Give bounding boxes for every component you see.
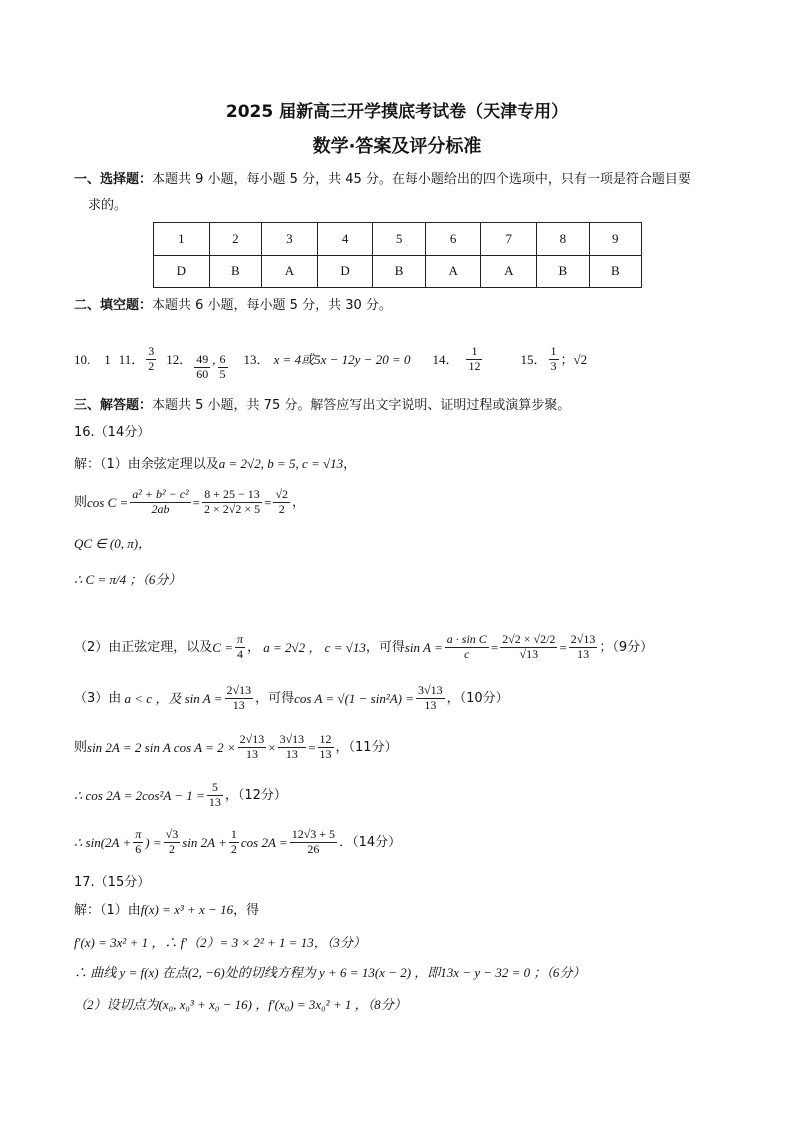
q16-line6-score: ，（10分） xyxy=(446,690,509,706)
q15-answer-b: ；√2 xyxy=(560,351,588,367)
answer-table-answer-cell: D xyxy=(317,255,373,288)
page-title: 2025 届新高三开学摸底考试卷（天津专用） xyxy=(225,102,569,122)
q11-label: 11． xyxy=(118,351,145,367)
section1-line xyxy=(74,173,691,186)
section2-head: 二、填空题： xyxy=(74,298,153,313)
q14-num: 1 xyxy=(466,345,482,360)
q12b-num: 6 xyxy=(219,351,226,366)
q16-line1-math: a = 2√2, b = 5, c = √13 xyxy=(218,456,344,471)
section2-text: 本题共 6 小题，每小题 5 分，共 30 分。 xyxy=(152,298,392,313)
answer-table-number-cell: 6 xyxy=(425,223,481,256)
answer-table-answer-cell: A xyxy=(262,255,318,288)
section2-line xyxy=(74,299,392,312)
answer-table-number-cell: 2 xyxy=(209,223,261,256)
q15-answer xyxy=(549,345,559,374)
q12-answer-b xyxy=(218,353,228,382)
q13-answer: x = 4或5x − 12y − 20 = 0 xyxy=(273,351,411,367)
q15-den: 3 xyxy=(550,358,557,373)
q10-answer: 1 xyxy=(104,351,111,367)
answer-table-answer-cell: B xyxy=(373,255,425,288)
q14-label: 14． xyxy=(432,351,459,367)
section3-text: 本题共 5 小题，共 75 分。解答应写出文字说明、证明过程或演算步聚。 xyxy=(152,398,571,413)
answer-table-number-cell: 5 xyxy=(373,223,425,256)
answer-table-answer-cell: D xyxy=(154,255,210,288)
answer-table-number-cell: 1 xyxy=(154,223,210,256)
answer-table-number-cell: 8 xyxy=(537,223,589,256)
q16-line7: 则 sin 2A = 2 sin A cos A = 2 × $\frac{2√13}{13}$ × $\frac{3√13}{13}$ = $\frac{12}{13}$ ，（11分） xyxy=(74,731,398,761)
q16-line1-text: 解：（1）由余弦定理以及 xyxy=(74,457,219,472)
q16-line5-score: ；（9分） xyxy=(599,639,654,655)
q13-label: 13． xyxy=(243,351,270,367)
q16-line3: QC ∈ (0, π)， xyxy=(74,536,152,551)
q11-num: 3 xyxy=(148,343,155,358)
answer-table-number-cell: 3 xyxy=(262,223,318,256)
q17-line1-math: f(x) = x³ + x − 16 xyxy=(140,902,234,917)
section3-head: 三、解答题： xyxy=(74,398,153,413)
q11-den: 2 xyxy=(148,358,155,373)
answer-table-number-cell: 9 xyxy=(589,223,641,256)
answer-table xyxy=(153,222,642,288)
q16-line1: 解：（1）由余弦定理以及a = 2√2, b = 5, c = √13， xyxy=(74,456,357,472)
q17-line2: f′(x) = 3x² + 1 ，∴ f′（2）= 3 × 2² + 1 = 13，（3分） xyxy=(74,935,366,950)
answer-table-answer-cell: A xyxy=(481,255,537,288)
section1-text: 本题共 9 小题，每小题 5 分，共 45 分。在每小题给出的四个选项中，只有一项是符合题目要 xyxy=(152,172,691,187)
q15-label: 15． xyxy=(520,351,547,367)
q17-line1-text: 解：（1）由 xyxy=(74,903,141,918)
q14-answer xyxy=(466,345,482,374)
q15-num: 1 xyxy=(550,343,557,358)
page-subtitle: 数学·答案及评分标准 xyxy=(312,136,482,157)
q16-title: 16.（14分） xyxy=(74,425,151,440)
q17-line1 xyxy=(74,903,259,917)
answer-table-answer-row xyxy=(154,255,642,288)
section1-line2: 求的。 xyxy=(88,198,128,213)
q16-line8-score: ，（12分） xyxy=(224,787,287,803)
answer-table-answer-cell: B xyxy=(589,255,641,288)
q12a-num: 49 xyxy=(196,351,209,366)
q16-line6: （3）由 a < c ，及 sin A = $\frac{2√13}{13}$ ，可得 cos A = √(1 − sin²A) = $\frac{3√13}{13}$ ，（10分） xyxy=(74,682,509,712)
q12b-den: 5 xyxy=(219,366,226,381)
q16-line7-text: 则 xyxy=(74,739,88,755)
answer-table-number-row xyxy=(154,223,642,256)
q16-line8-text: ∴ xyxy=(74,787,83,803)
section3-line xyxy=(74,399,570,412)
q16-line2-text: 则 xyxy=(74,494,88,510)
q17-title: 17.（15分） xyxy=(74,875,151,890)
q16-line9: ∴ sin(2A + $\frac{\pi}{6}$ ) = $\frac{√3}{2}$ sin 2A + $\frac{1}{2}$ cos 2A = $\frac{12√3 + 5}{26}$ ．（14分） xyxy=(74,826,402,856)
q16-line9-text: ∴ xyxy=(74,834,83,850)
q16-line8: ∴ cos 2A = 2cos²A − 1 = $\frac{5}{13}$ ，（12分） xyxy=(74,779,287,809)
q12-label: 12． xyxy=(166,351,193,367)
answer-table-answer-cell: A xyxy=(425,255,481,288)
q16-line2: 则 cos C = $\frac{\text{a² + b² − c²}}{2ab}$ = $\frac{8 + 25 - 13}{2 \times 2√2 \times 5}$ = $\frac{√2}{2}$ ， xyxy=(74,486,306,516)
q14-den: 12 xyxy=(468,358,481,373)
q16-line5-text: （2）由正弦定理，以及 xyxy=(74,639,213,655)
answer-table-number-cell: 4 xyxy=(317,223,373,256)
q12-answer-a xyxy=(194,353,210,382)
q11-answer xyxy=(146,345,156,374)
q16-line9-score: ．（14分） xyxy=(339,834,402,850)
q16-line5: （2）由正弦定理，以及 C = $\frac{\pi}{4}$ ， a = 2√2 ， c = √13 ，可得 sin A = $\frac{\text{a · sin C}}{c}$ = $\frac{2√2 \times √2/2}{√13}$ = $\frac{2√13}{13}$ ；（9分） xyxy=(74,631,654,661)
answer-table-number-cell: 7 xyxy=(481,223,537,256)
section1-head: 一、选择题： xyxy=(74,172,153,187)
fill-answers: 10. 1 11． $\frac{3}{2}$ 12． $\frac{49}{60}$ , $\frac{6}{5}$ 13． x = 4或5x − 12y − 20 = 0 14． $\frac{1}{12}$ 15． $\frac{1}{3}$ ；√2 xyxy=(74,343,588,381)
q10-label: 10. xyxy=(74,351,91,367)
q16-line6-text: （3）由 xyxy=(74,690,122,706)
q17-line3: ∴ 曲线 y = f(x) 在点(2, −6)处的切线方程为 y + 6 = 13(x − 2) ，即13x − y − 32 = 0 ；（6分） xyxy=(74,965,586,980)
q16-line7-score: ，（11分） xyxy=(335,739,398,755)
q17-line4: （2）设切点为(x₀, x₀³ + x₀ − 16) ，f′(x₀) = 3x₀² + 1 ，（8分） xyxy=(74,997,407,1012)
q16-line4: ∴ C = π/4 ；（6分） xyxy=(74,572,182,587)
answer-table-answer-cell: B xyxy=(209,255,261,288)
q17-line1-suffix: ，得 xyxy=(233,903,260,918)
q12a-den: 60 xyxy=(196,366,209,381)
q16-line5-mid: ，可得 xyxy=(365,639,405,655)
answer-table-answer-cell: B xyxy=(537,255,589,288)
